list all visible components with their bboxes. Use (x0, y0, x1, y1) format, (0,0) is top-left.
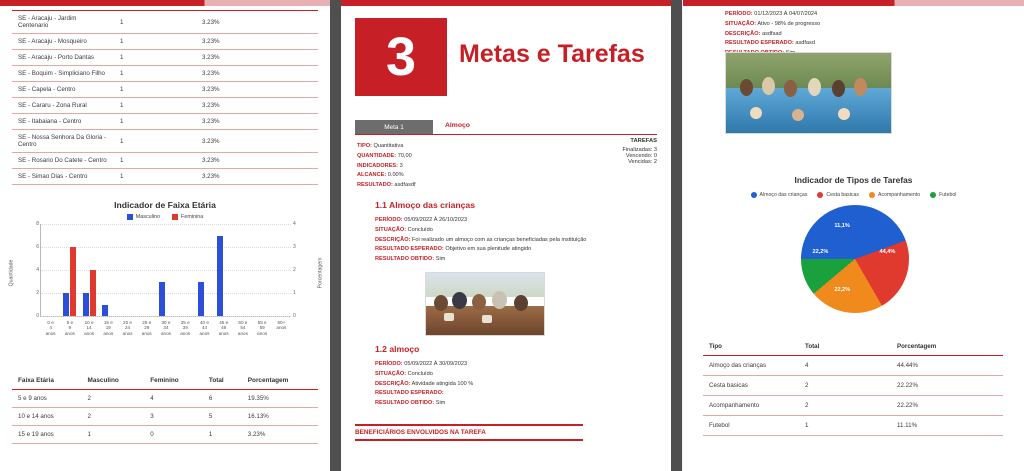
field-value: Quantitativa (371, 143, 404, 149)
y-tick-label-right: 3 (293, 244, 296, 250)
bar-group (253, 224, 272, 316)
column-header: Porcentagem (242, 372, 318, 390)
field-label: PERÍODO: (375, 361, 403, 367)
bar (198, 282, 204, 317)
field-value: Ativo - 98% de progresso (756, 20, 821, 27)
table-cell: SE - Capela - Centro (12, 82, 114, 98)
field-row (357, 171, 537, 181)
table-row (12, 114, 318, 130)
legend-item-female: Feminina (172, 214, 203, 220)
field-label: RESULTADO ESPERADO: (725, 40, 794, 47)
age-chart-plot (36, 221, 296, 336)
field-label: SITUAÇÃO: (375, 226, 407, 233)
field-row (375, 245, 650, 255)
table-cell: 3.23% (196, 66, 318, 82)
x-tick-label: 10 e 14 anos (84, 320, 95, 336)
age-chart-ylabel: Quantidade (8, 259, 15, 287)
column-header: Masculino (82, 372, 145, 390)
table-cell: 3.23% (196, 98, 318, 114)
field-row (375, 399, 650, 409)
field-value: 70,00 (396, 152, 412, 159)
field-label: DESCRIÇÃO: (375, 236, 411, 243)
field-row (375, 380, 650, 390)
page-middle (341, 0, 671, 471)
field-row (375, 226, 650, 236)
legend-label: Acompanhamento (878, 192, 921, 198)
table-cell: 1 (203, 426, 242, 444)
table-row (12, 153, 318, 169)
y-tick-label: 0 (36, 313, 39, 319)
table-cell: 5 e 9 anos (12, 390, 82, 408)
table-row (12, 130, 318, 153)
table-cell: SE - Aracaju - Porto Dantas (12, 50, 114, 66)
y-tick-label: 8 (36, 221, 39, 227)
bar-group (137, 224, 156, 316)
table-cell: 1 (114, 34, 196, 50)
age-chart-title: Indicador de Faixa Etária (114, 200, 216, 210)
field-label: PERÍODO: (375, 217, 403, 223)
x-tick-label: 15 e 19 anos (103, 320, 114, 336)
field-row (357, 162, 537, 172)
legend-item (751, 192, 808, 198)
age-range-table (12, 372, 318, 444)
x-tick-label: 0 e 4 anos (45, 320, 56, 336)
field-label: RESULTADO: (357, 182, 393, 189)
bar (217, 236, 223, 317)
x-tick-label: 30 e 34 anos (161, 320, 171, 336)
field-row (725, 20, 955, 30)
age-range-chart (8, 200, 324, 360)
table-row (12, 82, 318, 98)
y-tick-label-right: 1 (293, 290, 296, 296)
field-value: 05/09/2022 À 30/09/2023 (402, 361, 468, 367)
task-1-1-fields (375, 216, 650, 265)
table-row (12, 98, 318, 114)
table-cell: 5 (203, 408, 242, 426)
x-tick-label: 40 e 44 anos (199, 320, 210, 336)
field-row (375, 360, 650, 370)
field-label: ALCANCE: (357, 172, 387, 179)
field-value: Sim (434, 256, 446, 263)
bar-group (195, 224, 214, 316)
bar-group (41, 224, 60, 316)
field-value: asdfasd (793, 40, 815, 47)
field-value: 0.00% (386, 172, 404, 179)
table-cell: SE - Nossa Senhora Da Gloria - Centro (12, 130, 114, 153)
table-cell: 0 (144, 426, 203, 444)
table-cell: SE - Itabaiana - Centro (12, 114, 114, 130)
table-row (703, 396, 1003, 416)
column-header: Porcentagem (891, 338, 1003, 356)
legend-label: Futebol (939, 192, 957, 198)
field-label: SITUAÇÃO: (375, 370, 407, 377)
field-value: Foi realizado um almoço com as crianças beneficiadas pela instituição (410, 236, 587, 243)
bar-group (233, 224, 252, 316)
activity-photo (725, 52, 892, 134)
y-tick-label: 6 (36, 244, 39, 250)
legend-item (930, 192, 956, 198)
x-tick-label: 45 e 49 anos (218, 320, 229, 336)
table-cell: 15 e 19 anos (12, 426, 82, 444)
table-cell: 4 (144, 390, 203, 408)
pie-slice-label: 11,1% (834, 223, 850, 230)
table-cell: 3.23% (196, 169, 318, 185)
table-cell: Acompanhamento (703, 396, 799, 416)
bar (83, 293, 89, 316)
section-title: Metas e Tarefas (459, 40, 645, 68)
section-number-badge: 3 (355, 18, 447, 96)
table-cell: 1 (114, 153, 196, 169)
column-header: Faixa Etária (12, 372, 82, 390)
meta-name: Almoço (445, 122, 470, 129)
bar (159, 282, 165, 317)
table-row (12, 426, 318, 444)
field-label: RESULTADO ESPERADO: (375, 390, 444, 397)
x-tick-label: 60+ anos (276, 320, 287, 331)
gridline (41, 316, 291, 317)
table-row (12, 408, 318, 426)
table-cell: 1 (114, 82, 196, 98)
bar (90, 270, 96, 316)
legend-item (869, 192, 920, 198)
bar-group (79, 224, 98, 316)
field-value: 01/12/2023 À 04/07/2024 (752, 11, 818, 17)
field-label: TIPO: (357, 143, 372, 149)
table-cell: 2 (82, 408, 145, 426)
field-value: Objetivo em sua plenitude atingido (443, 246, 532, 253)
pie-chart-title: Indicador de Tipos de Tarefas (794, 175, 913, 185)
table-cell: SE - Simao Dias - Centro (12, 169, 114, 185)
task-types-table (703, 338, 1003, 436)
age-chart-ylabel-right: Porcentagem (317, 257, 324, 289)
task-1-2-heading: 1.2 almoço (375, 344, 420, 354)
y-tick-label-right: 0 (293, 313, 296, 319)
table-row (703, 376, 1003, 396)
task-count-row: Vencidas: 2 (628, 159, 657, 165)
x-tick-label: 35 e 39 anos (180, 320, 191, 336)
table-cell: 3 (144, 408, 203, 426)
legend-label: Cesta basicas (826, 192, 860, 198)
age-chart-legend (10, 214, 320, 220)
x-tick-label: 55 e 59 anos (257, 320, 268, 336)
table-cell: Almoço das crianças (703, 356, 799, 376)
field-label: PERÍODO: (725, 11, 753, 17)
legend-item (817, 192, 859, 198)
field-label: RESULTADO OBTIDO: (375, 400, 435, 407)
table-cell: Cesta basicas (703, 376, 799, 396)
field-row (375, 370, 650, 380)
page-top-accent-bar-right (683, 0, 1024, 6)
table-cell: 1 (114, 98, 196, 114)
institution-list-table (12, 10, 318, 185)
table-cell: 3.23% (196, 82, 318, 98)
page-top-accent-bar-mid (341, 0, 671, 6)
table-cell: 22.22% (891, 376, 1003, 396)
task-count-row: Vencendo: 0 (625, 153, 657, 159)
bar (70, 247, 76, 316)
table-row (12, 390, 318, 408)
y-tick-label-right: 4 (293, 221, 296, 227)
x-tick-label: 5 e 9 anos (64, 320, 75, 336)
field-label: DESCRIÇÃO: (375, 380, 411, 387)
field-value: Atividade atingida 100 % (410, 380, 474, 387)
task-count-row: Finalizadas: 3 (622, 147, 657, 153)
table-cell: Futebol (703, 416, 799, 436)
beneficiaries-banner: BENEFICIÁRIOS ENVOLVIDOS NA TAREFA (355, 424, 583, 441)
y-tick-label-right: 2 (293, 267, 296, 273)
field-row (725, 39, 955, 49)
table-cell: 3.23% (196, 11, 318, 34)
table-cell: SE - Boquim - Simpliciano Filho (12, 66, 114, 82)
field-value: Concluído (406, 226, 433, 233)
page-top-accent-bar (0, 0, 330, 6)
x-tick-label: 50 e 54 anos (237, 320, 248, 336)
bar-group (99, 224, 118, 316)
table-cell: 1 (114, 66, 196, 82)
field-row (375, 216, 650, 226)
table-cell: 6 (203, 390, 242, 408)
table-cell: 1 (114, 169, 196, 185)
table-cell: 19.35% (242, 390, 318, 408)
bar-group (176, 224, 195, 316)
table-cell: 1 (799, 416, 891, 436)
table-cell: SE - Aracaju - Mosqueiro (12, 34, 114, 50)
field-label: SITUAÇÃO: (725, 20, 757, 27)
y-tick-label: 2 (36, 290, 39, 296)
bar-group (156, 224, 175, 316)
tasks-header: TAREFAS (630, 138, 657, 144)
table-row (12, 11, 318, 34)
meta-divider (355, 134, 657, 135)
field-row (375, 389, 650, 399)
page-gutter-1 (330, 0, 341, 471)
pie-slice-label: 22,2% (812, 249, 829, 256)
field-row (375, 236, 650, 246)
table-cell: 1 (114, 11, 196, 34)
table-cell: 1 (114, 50, 196, 66)
table-cell: 11.11% (891, 416, 1003, 436)
task-1-2-fields (375, 360, 650, 409)
table-cell: SE - Cararu - Zona Rural (12, 98, 114, 114)
bar-group (118, 224, 137, 316)
field-row (725, 30, 955, 40)
table-cell: 1 (114, 114, 196, 130)
bar (102, 305, 108, 317)
column-header: Total (203, 372, 242, 390)
table-cell: 10 e 14 anos (12, 408, 82, 426)
column-header: Feminino (144, 372, 203, 390)
field-value: Sim (434, 400, 446, 407)
meta-fields (357, 142, 537, 191)
bar-group (272, 224, 291, 316)
pie-chart-legend (683, 192, 1024, 198)
x-tick-label: 25 e 29 anos (141, 320, 152, 336)
field-label: QUANTIDADE: (357, 152, 397, 159)
table-cell: 44.44% (891, 356, 1003, 376)
field-label: RESULTADO OBTIDO: (375, 256, 435, 263)
field-label: RESULTADO ESPERADO: (375, 246, 444, 253)
table-cell: 1 (82, 426, 145, 444)
table-row (12, 50, 318, 66)
field-label: INDICADORES: (357, 162, 399, 169)
column-header: Tipo (703, 338, 799, 356)
table-cell: 3.23% (196, 114, 318, 130)
pie-slice-label: 22,2% (834, 286, 851, 293)
table-cell: 2 (799, 396, 891, 416)
table-row (12, 66, 318, 82)
table-cell: 3.23% (196, 153, 318, 169)
table-cell: 3.23% (196, 34, 318, 50)
table-row (12, 169, 318, 185)
table-cell: 3.23% (196, 130, 318, 153)
field-value: 3 (398, 162, 403, 169)
table-row (12, 34, 318, 50)
page-right (683, 0, 1024, 471)
legend-item-male: Masculino (127, 214, 160, 220)
bar-group (214, 224, 233, 316)
table-cell: 2 (799, 376, 891, 396)
table-cell: SE - Rosario Do Catete - Centro (12, 153, 114, 169)
legend-label: Almoço das crianças (759, 192, 808, 198)
field-row (375, 255, 650, 265)
page-left (0, 0, 330, 471)
field-row (357, 142, 537, 152)
bar-group (60, 224, 79, 316)
table-cell: 1 (114, 130, 196, 153)
table-cell: 2 (82, 390, 145, 408)
task-1-1-photo (425, 272, 545, 336)
field-value: Concluído (406, 370, 433, 377)
field-row (357, 181, 537, 191)
field-value: asdfsad (760, 30, 782, 37)
column-header: Total (799, 338, 891, 356)
y-tick-label: 4 (36, 267, 39, 273)
table-row (703, 356, 1003, 376)
field-row (357, 152, 537, 162)
task-1-1-heading: 1.1 Almoço das crianças (375, 200, 475, 210)
table-cell: 22.22% (891, 396, 1003, 416)
field-label: DESCRIÇÃO: (725, 30, 761, 37)
field-value: asdfasdf (392, 182, 416, 189)
meta-chip: Meta 1 (355, 120, 433, 135)
table-cell: 3.23% (242, 426, 318, 444)
table-cell: 3.23% (196, 50, 318, 66)
page-gutter-2 (671, 0, 682, 471)
table-cell: 4 (799, 356, 891, 376)
table-row (703, 416, 1003, 436)
field-value: 05/09/2022 À 26/10/2023 (402, 217, 468, 223)
field-row (725, 10, 955, 20)
table-cell: 16.13% (242, 408, 318, 426)
bar (63, 293, 69, 316)
pie-chart (801, 205, 909, 313)
x-tick-label: 20 e 24 anos (122, 320, 133, 336)
table-cell: SE - Aracaju - Jardim Centenario (12, 11, 114, 34)
tasks-summary (561, 138, 657, 165)
pie-slice-label: 44,4% (879, 249, 896, 256)
